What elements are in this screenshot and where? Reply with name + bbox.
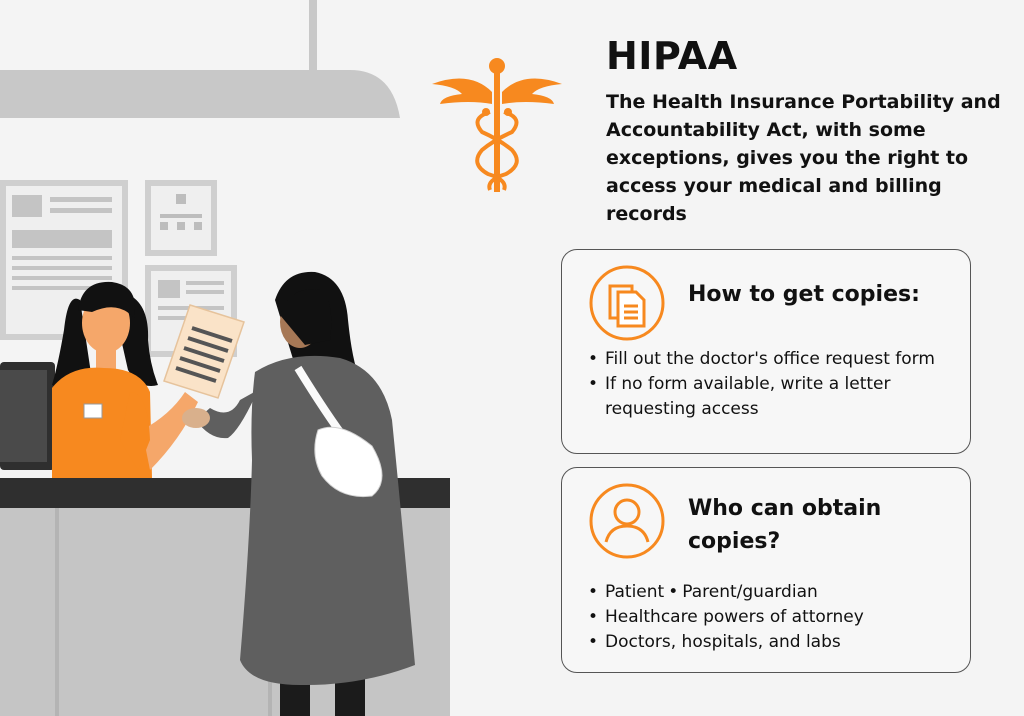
person-icon	[586, 480, 668, 562]
ceiling-lamp	[0, 70, 400, 118]
list-item-text: Patient	[605, 582, 665, 602]
list-item	[588, 580, 960, 605]
list-item: • Doctors, hospitals, and labs	[588, 630, 960, 655]
caduceus-icon	[432, 58, 562, 192]
who-can-obtain-card	[561, 467, 971, 673]
how-to-get-copies-card	[561, 249, 971, 454]
wall-poster-chart	[145, 180, 217, 256]
list-item: • If no form available, write a letter requesting access	[588, 372, 960, 422]
page-subtitle: The Health Insurance Portability and Accountability Act, with some exceptions, gives you the right to access your medical and billing records	[606, 91, 1001, 225]
ceiling-pole	[309, 0, 317, 72]
list-item: • Fill out the doctor's office request form	[588, 347, 960, 372]
list-item: • Healthcare powers of attorney	[588, 605, 960, 630]
who-list	[588, 580, 960, 655]
card-heading: How to get copies:	[688, 282, 920, 307]
copies-list	[588, 347, 960, 422]
list-item-text: Parent/guardian	[682, 582, 818, 602]
inline-bullet: •	[668, 582, 679, 602]
documents-icon	[586, 262, 668, 344]
page-title: HIPAA	[606, 34, 738, 78]
card-heading: Who can obtain copies?	[688, 496, 882, 554]
